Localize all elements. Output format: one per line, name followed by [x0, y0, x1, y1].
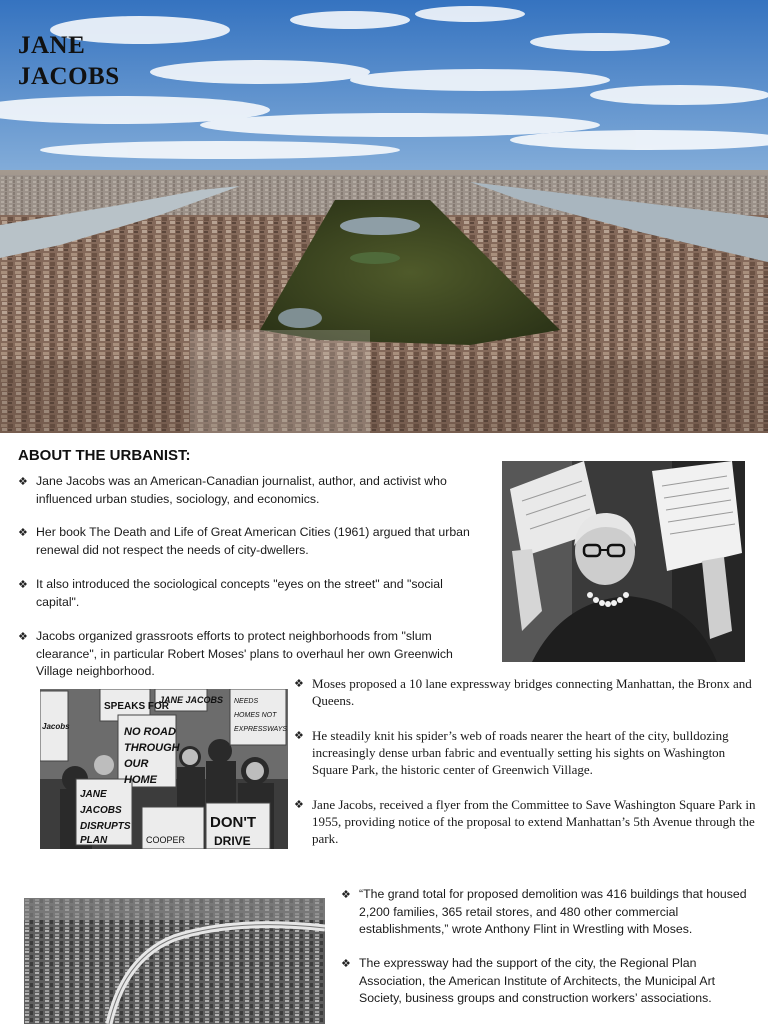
diamond-bullet-icon: ❖: [18, 630, 28, 643]
diamond-bullet-icon: ❖: [18, 475, 28, 488]
about-bullet-4: ❖ Jacobs organized grassroots efforts to protect neighborhoods from "slum clearance", in particular Robert Moses' plans to overhaul her own Greenwich Village neighborhood.: [18, 629, 453, 678]
sign-speaks-for: SPEAKS FOR: [104, 701, 170, 712]
svg-text:HOME: HOME: [124, 774, 157, 786]
moses-bullet-2: ❖ He steadily knit his spider’s web of roads nearer the heart of the city, bulldozing increasingly dense urban fabric and eventually setting his sights on Washington Square Park, the historic center of Greenwich Village.: [294, 728, 729, 777]
svg-text:NEEDS: NEEDS: [234, 698, 259, 705]
hero-banner: [0, 0, 768, 433]
demolition-bullet-1: ❖ “The grand total for proposed demolition was 416 buildings that housed 2,200 families, 365 retail stores, and 480 other commercial establishments,” wrote Anthony Flint in Wrestling with Moses.: [341, 887, 747, 936]
aerial-expressway-photo: [24, 898, 325, 1024]
diamond-bullet-icon: ❖: [18, 578, 28, 591]
demolition-bullet-2: ❖ The expressway had the support of the city, the Regional Plan Association, the American Institute of Architects, the Municipal Art Society, business groups and construction workers’ associations.: [341, 956, 716, 1005]
svg-text:Jacobs: Jacobs: [42, 722, 70, 731]
diamond-bullet-icon: ❖: [341, 888, 351, 901]
page-title: JANE JACOBS: [18, 32, 120, 90]
svg-text:EXPRESSWAYS: EXPRESSWAYS: [234, 726, 288, 733]
moses-bullet-1: ❖ Moses proposed a 10 lane expressway bridges connecting Manhattan, the Bronx and Queens.: [294, 676, 752, 708]
jane-jacobs-portrait-photo: [502, 461, 745, 662]
svg-text:DISRUPTS: DISRUPTS: [80, 821, 131, 832]
diamond-bullet-icon: ❖: [18, 526, 28, 539]
svg-text:DRIVE: DRIVE: [214, 834, 251, 848]
svg-text:HOMES NOT: HOMES NOT: [234, 712, 277, 719]
about-bullet-2: ❖ Her book The Death and Life of Great American Cities (1961) argued that urban renewal did not respect the needs of city-dwellers.: [18, 525, 470, 557]
svg-text:NO ROAD: NO ROAD: [124, 726, 176, 738]
diamond-bullet-icon: ❖: [341, 957, 351, 970]
section-heading: ABOUT THE URBANIST:: [18, 447, 191, 464]
protest-photo: [40, 689, 288, 849]
svg-text:COOPER: COOPER: [146, 835, 186, 845]
diamond-bullet-icon: ❖: [294, 729, 304, 742]
svg-text:JANE JACOBS: JANE JACOBS: [159, 695, 224, 705]
svg-text:THROUGH: THROUGH: [124, 742, 180, 754]
diamond-bullet-icon: ❖: [294, 798, 304, 811]
svg-text:PLAN: PLAN: [80, 835, 108, 846]
svg-text:OUR: OUR: [124, 758, 149, 770]
svg-text:JACOBS: JACOBS: [80, 805, 122, 816]
about-bullet-1: ❖ Jane Jacobs was an American-Canadian journalist, author, and activist who influenced urban studies, sociology, and economics.: [18, 474, 447, 506]
svg-text:JANE: JANE: [80, 789, 107, 800]
moses-bullet-3: ❖ Jane Jacobs, received a flyer from the Committee to Save Washington Square Park in 1955, providing notice of the proposal to extend Manhattan’s 5th Avenue through the park.: [294, 797, 756, 846]
svg-text:DON'T: DON'T: [210, 814, 257, 831]
diamond-bullet-icon: ❖: [294, 677, 304, 690]
about-bullet-3: ❖ It also introduced the sociological concepts "eyes on the street" and "social capital".: [18, 577, 443, 609]
